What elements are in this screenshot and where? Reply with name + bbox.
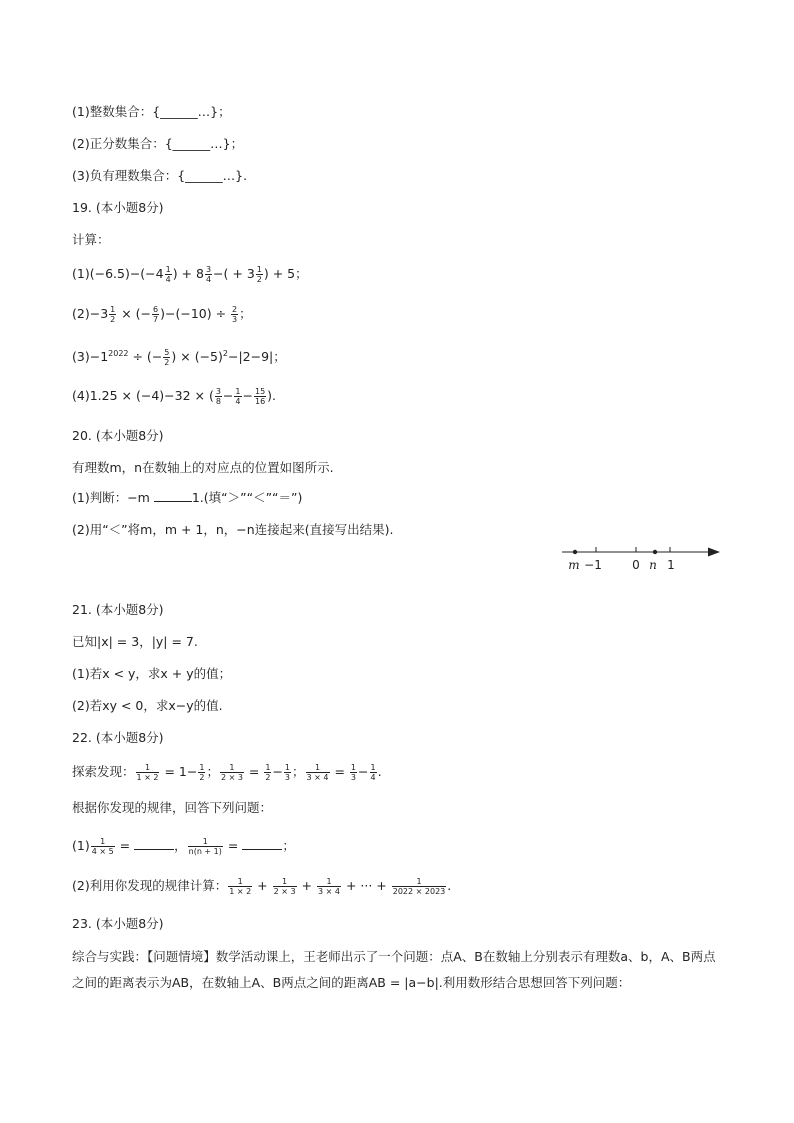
numerator: 6 [153,305,159,314]
q18-part1-text: (1)整数集合：{______…}； [72,104,231,119]
expr: ) + 5； [263,266,308,281]
fraction [234,387,241,406]
numerator: 1 [306,763,330,773]
label-neg1: −1 [584,558,602,572]
q23-header: 23. (本小题8分) [72,916,164,931]
numerator: 1 [273,877,297,887]
explore-label: 探索发现： [72,764,135,779]
denominator: 2 × 3 [273,887,296,896]
denominator: 16 [254,397,266,406]
numerator: 1 [284,763,291,772]
expr: = 1− [160,764,198,779]
denominator: 7 [153,315,159,324]
label-one: 1 [667,558,675,572]
numerator: 2 [232,305,238,314]
q19-part4 [72,386,276,406]
numerator: 1 [317,877,341,887]
denominator: 3 [284,773,291,782]
q18-part1 [72,102,231,122]
answer-blank[interactable] [242,837,282,850]
answer-blank[interactable] [154,489,192,502]
expr: = [115,838,135,853]
numerator: 3 [215,387,221,396]
label: (2)利用你发现的规律计算： [72,878,228,893]
label: (1) [72,838,90,853]
expr: − [242,388,253,403]
denominator: 3 × 4 [306,773,329,782]
q22-explore [72,762,382,782]
numerator: 1 [188,837,223,847]
fraction [205,265,212,284]
denominator: 4 [370,773,376,782]
fraction [256,265,263,284]
expr: ； [206,764,219,779]
fraction [228,877,252,896]
numerator: 1 [165,265,171,274]
q20-part1-prefix: (1)判断：−m [72,490,150,505]
denominator: 2 [199,773,205,782]
denominator: 3 × 4 [318,887,340,896]
label: (1) [72,266,90,281]
fraction [284,763,291,782]
expr: + [253,878,272,893]
point-n [653,550,657,554]
q20-header: 20. (本小题8分) [72,428,164,443]
denominator: 4 × 5 [91,847,114,856]
fraction [306,763,330,782]
label-n: n [649,558,657,572]
fraction [317,877,341,896]
fraction [264,763,271,782]
denominator: 8 [215,397,221,406]
numerator: 1 [256,265,262,274]
denominator: 1 × 2 [136,773,159,782]
numerator: 1 [220,763,244,773]
fraction [273,877,297,896]
numerator: 3 [205,265,212,274]
point-m [573,550,577,554]
expr: ； [239,306,252,321]
q20-part2: (2)用“＜”将m，m + 1，n，−n连接起来(直接写出结果). [72,522,394,537]
numerator: 1 [350,763,357,772]
fraction [165,265,172,284]
denominator: 3 [232,315,238,324]
numerator: 1 [392,877,447,887]
denominator: 1 × 2 [229,887,252,896]
expr: ； [292,764,305,779]
expr: −( + 3 [213,266,255,281]
expr: . [377,764,382,779]
q19-part2 [72,304,252,324]
label: (3) [72,349,90,365]
label-zero: 0 [632,558,640,572]
q20-part1-suffix: 1.(填“＞”“＜”“＝”) [191,490,303,505]
numerator: 1 [228,877,252,887]
expr: )−(−10) ÷ [160,306,231,321]
exponent: 2022 [108,349,129,358]
numerator: 1 [91,837,115,847]
denominator: 4 [205,275,212,284]
expr: −|2−9|； [227,349,286,365]
q19-part1 [72,264,308,284]
denominator: 3 [350,773,357,782]
exponent: 2 [222,349,228,358]
expr: − [272,764,283,779]
denominator: 2 × 3 [220,773,243,782]
expr: = [244,764,264,779]
fraction [350,763,357,782]
fraction [254,387,266,406]
denominator: n(n + 1) [188,847,222,856]
numerator: 15 [254,387,266,396]
label-m: m [568,558,580,572]
denominator: 2 [256,275,262,284]
fraction [136,763,160,782]
fraction [370,763,377,782]
expr: ； [282,838,295,853]
fraction [220,763,244,782]
q21-part1: (1)若x < y，求x + y的值； [72,666,232,681]
expr: (−6.5)−(−4 [89,266,164,281]
denominator: 4 [165,275,171,284]
q22-rule: 根据你发现的规律，回答下列问题： [72,800,273,815]
fraction [91,837,115,856]
axis-arrow [708,548,720,557]
expr: ) × (−5) [171,349,223,365]
numerator: 1 [199,763,205,772]
numerator: 5 [164,348,170,358]
q20-intro: 有理数m，n在数轴上的对应点的位置如图所示. [72,460,334,475]
expr: − [222,388,234,403]
answer-blank[interactable] [134,837,174,850]
numerator: 1 [265,763,271,772]
fraction [392,877,447,896]
q22-header: 22. (本小题8分) [72,730,164,745]
q22-part1 [72,836,295,856]
expr: 1.25 × (−4)−32 × ( [89,388,214,403]
q18-part2 [72,134,243,154]
q18-part2-text: (2)正分数集合：{______…}； [72,136,244,151]
fraction [152,305,159,324]
numerator: 1 [136,763,160,773]
q21-part2: (2)若xy < 0，求x−y的值. [72,698,223,713]
q19-header: 19. (本小题8分) [72,200,164,215]
expr: ). [267,388,277,403]
q23-text: 综合与实践：【问题情境】数学活动课上，王老师出示了一个问题：点A、B在数轴上分别表示有理数a、b，A、B两点之间的距离表示为AB，在数轴上A、B两点之间的距离AB = |a−b|.利用数形结合思想回答下列问题： [72,949,716,990]
expr: ， [174,838,187,853]
denominator: 2 [110,315,116,324]
q18-part3 [72,166,247,186]
label: (4) [72,388,90,403]
expr: ) + 8 [172,266,204,281]
number-line-figure [560,540,730,574]
q22-part2 [72,876,451,896]
expr: − [358,764,369,779]
numerator: 1 [110,305,116,314]
q19-intro: 计算： [72,232,110,247]
fraction [163,348,170,367]
fraction [215,387,222,406]
denominator: 4 [235,397,241,406]
denominator: 2 [164,358,170,368]
expr: −3 [89,306,109,321]
expr: = [330,764,349,779]
fraction [198,763,205,782]
numerator: 1 [370,763,376,772]
denominator: 2022 × 2023 [392,887,446,896]
q18-part3-text: (3)负有理数集合：{______…}. [72,168,248,183]
expr: + [297,878,316,893]
expr: + ··· + [341,878,391,893]
label: (2) [72,306,90,321]
expr: −1 [89,349,109,365]
q21-intro: 已知|x| = 3，|y| = 7. [72,634,198,649]
numerator: 1 [235,387,241,396]
fraction [109,305,116,324]
expr: . [447,878,452,893]
q19-part3 [72,344,286,367]
fraction [188,837,223,856]
fraction [231,305,238,324]
expr: ÷ (− [128,349,163,365]
denominator: 2 [265,773,271,782]
q21-header: 21. (本小题8分) [72,602,164,617]
expr: × (− [117,306,152,321]
expr: = [223,838,243,853]
q20-part1 [72,488,302,508]
